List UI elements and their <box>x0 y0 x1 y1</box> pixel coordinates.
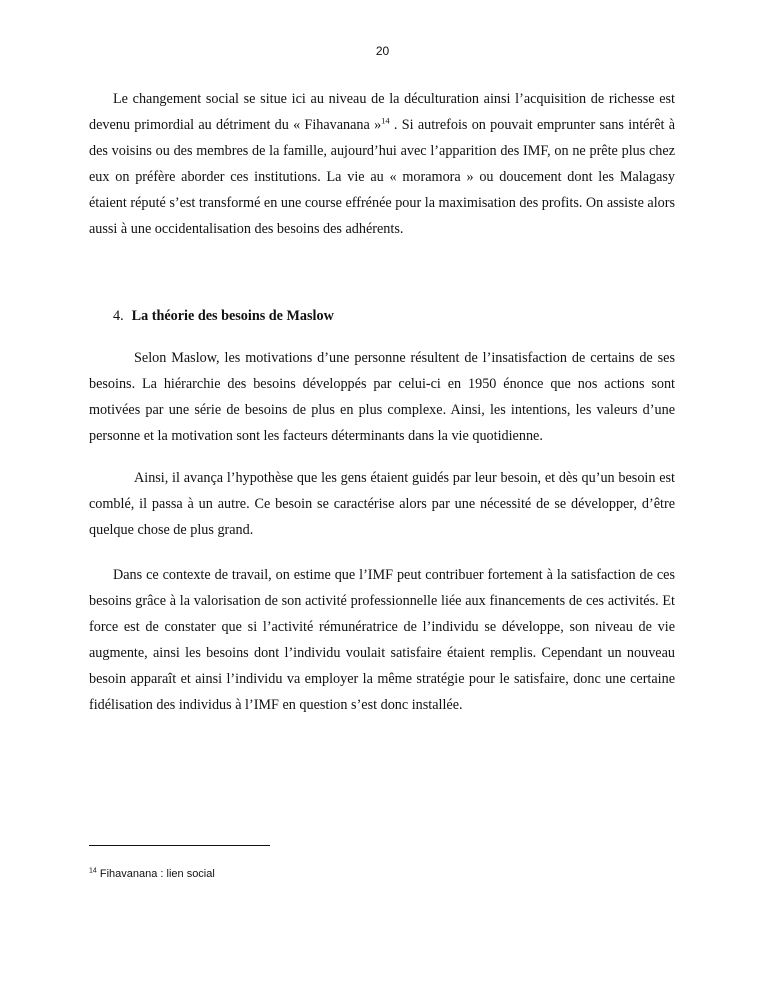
page-number: 20 <box>375 44 390 58</box>
paragraph-1-text-b: . Si autrefois on pouvait emprunter sans intérêt à des voisins ou des membres de la famille, aujourd’hui avec l’apparition des IMF, on ne prête plus chez eux on préfère aborder ces institutions. La vie au « moramora » ou doucement dont les Malagasy étaient réputé s’est transformé en une course effrénée pour la maximisation des profits. On assiste alors aussi à une occidentalisation des besoins des adhérents. <box>89 117 675 237</box>
section-title: La théorie des besoins de Maslow <box>131 308 334 324</box>
section-number: 4. <box>113 308 124 324</box>
paragraph-maslow-hypothesis: Ainsi, il avança l’hypothèse que les gens étaient guidés par leur besoin, et dès qu’un besoin est comblé, il passa à un autre. Ce besoin se caractérise alors par une nécessité de se développer, d’être quelque chose de plus grand. <box>89 470 675 538</box>
footnote-number: 14 <box>89 867 97 875</box>
paragraph-imf-context: Dans ce contexte de travail, on estime que l’IMF peut contribuer fortement à la satisfaction de ces besoins grâce à la valorisation de son activité professionnelle liée aux financements de ces activités. Et force est de constater que si l’activité rémunératrice de l’individu se développe, son niveau de vie augmente, ainsi les besoins dont l’individu voulait satisfaire étaient remplis. Cependant un nouveau besoin apparaît et ainsi l’individu va employer la même stratégie pour le satisfaire, donc une certaine fidélisation des individus à l’IMF en question s’est donc installée. <box>89 567 675 713</box>
footnote-text: Fihavanana : lien social <box>96 868 215 880</box>
section-heading <box>113 303 334 329</box>
footnote <box>89 868 215 880</box>
paragraph-maslow-motivations: Selon Maslow, les motivations d’une personne résultent de l’insatisfaction de certains de ses besoins. La hiérarchie des besoins développés par celui-ci en 1950 énonce que nos actions sont motivées par une série de besoins de plus en plus complexe. Ainsi, les intentions, les valeurs d’une personne et la motivation sont les facteurs déterminants dans la vie quotidienne. <box>89 350 675 444</box>
footnote-reference[interactable]: 14 <box>381 115 390 126</box>
footnote-separator <box>89 845 270 846</box>
paragraph-1-text-a: Le changement social se situe ici au niveau de la déculturation ainsi l’acquisition de richesse est devenu primordial au détriment du « Fihavanana » <box>89 91 675 133</box>
paragraph-social-change <box>89 86 675 242</box>
